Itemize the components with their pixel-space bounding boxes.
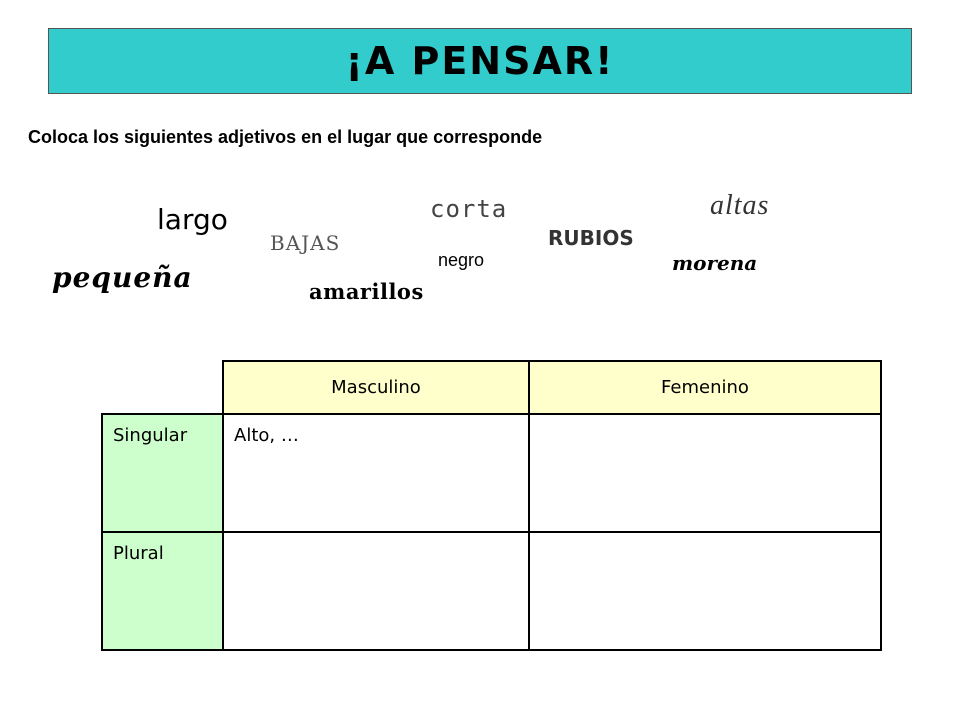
- word-corta[interactable]: corta: [430, 195, 508, 223]
- word-rubios[interactable]: RUBIOS: [548, 226, 634, 250]
- column-header-femenino: Femenino: [529, 361, 881, 414]
- row-label: Singular: [113, 425, 188, 446]
- table-corner: [102, 361, 223, 414]
- row-header-plural: [102, 532, 223, 650]
- row-label: Plural: [113, 543, 164, 564]
- word-altas[interactable]: altas: [710, 190, 770, 221]
- word-bajas[interactable]: BAJAS: [270, 231, 341, 255]
- cell-singular-masculino[interactable]: [223, 414, 529, 532]
- cell-text: [224, 533, 528, 543]
- cell-text: [530, 533, 880, 543]
- cell-text: Alto, …: [234, 425, 299, 446]
- word-amarillos[interactable]: amarillos: [309, 279, 424, 304]
- word-morena[interactable]: morena: [672, 251, 758, 275]
- word-negro[interactable]: negro: [438, 250, 485, 270]
- cell-text: [530, 415, 880, 425]
- cell-singular-femenino[interactable]: [529, 414, 881, 532]
- word-pequena[interactable]: pequeña: [52, 261, 193, 294]
- instruction-text: Coloca los siguientes adjetivos en el lugar que corresponde: [28, 127, 543, 147]
- page-title: ¡A PENSAR!: [345, 39, 615, 83]
- title-banner: [48, 28, 912, 94]
- cell-plural-masculino[interactable]: [223, 532, 529, 650]
- cell-plural-femenino[interactable]: [529, 532, 881, 650]
- adjective-table: [101, 360, 882, 651]
- table-row: [102, 414, 881, 532]
- table-row: [102, 532, 881, 650]
- column-header-masculino: Masculino: [223, 361, 529, 414]
- row-header-singular: [102, 414, 223, 532]
- word-largo[interactable]: largo: [157, 203, 228, 236]
